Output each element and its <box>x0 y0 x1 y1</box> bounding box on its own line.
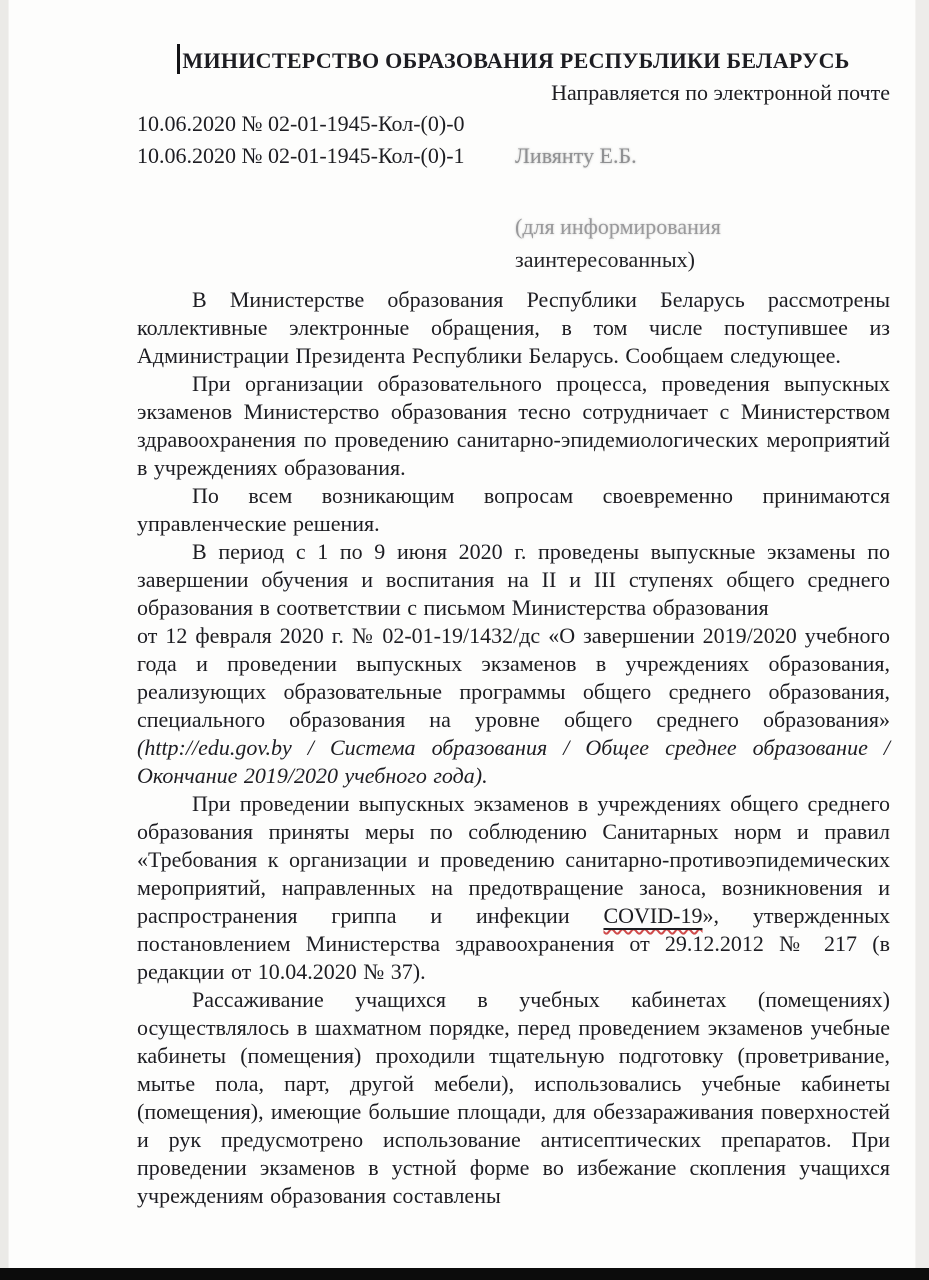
paragraph <box>137 370 890 482</box>
right-page-edge <box>915 0 929 1280</box>
addressee-note <box>515 210 890 276</box>
paragraph <box>137 790 890 986</box>
addressee-note-line-1: (для информирования <box>515 214 721 239</box>
text-segment: По всем возникающим вопросам своевременно принимаются управленческие решения. <box>137 483 890 536</box>
text-cursor <box>177 44 180 74</box>
text-segment: от 12 февраля 2020 г. № 02-01-19/1432/дс «О завершении 2019/2020 учебного года и проведении выпускных экзаменов в учреждениях образования, реализующих образовательные программы общего среднего образования, специального образования на уровне общего среднего образования» <box>137 623 890 732</box>
document-body <box>137 286 890 1210</box>
covid-19-term <box>603 903 702 928</box>
left-page-edge <box>0 0 9 1280</box>
paragraph <box>137 986 890 1210</box>
document-title-row <box>137 44 890 74</box>
reference-line-1: 10.06.2020 № 02-01-1945-Кол-(0)-0 <box>137 111 465 136</box>
document-title: МИНИСТЕРСТВО ОБРАЗОВАНИЯ РЕСПУБЛИКИ БЕЛАРУСЬ <box>182 48 850 73</box>
text-segment: В Министерстве образования Республики Беларусь рассмотрены коллективные электронные обращения, в том числе поступившее из Администрации Президента Республики Беларусь. Сообщаем следующее. <box>137 287 890 368</box>
bottom-black-bar <box>0 1268 929 1280</box>
text-segment: », утвержденных постановлением Министерства здравоохранения от 29.12.2012 № 217 (в редакции от 10.04.2020 № 37). <box>137 903 890 984</box>
italic-text-segment: (http://edu.gov.by / Система образования / Общее среднее образование / Окончание 2019/2020 учебного года). <box>137 735 890 788</box>
paragraph <box>137 286 890 370</box>
reference-line-2: 10.06.2020 № 02-01-1945-Кол-(0)-1 <box>137 143 465 168</box>
document-page[interactable] <box>137 0 890 1210</box>
paragraph <box>137 538 890 622</box>
text-segment: При проведении выпускных экзаменов в учреждениях общего среднего образования приняты меры по соблюдению Санитарных норм и правил «Требования к организации и проведению санитарно-противоэпидемических мероприятий, направленных на предотвращение заноса, возникновения и распространения гриппа и инфекции <box>137 791 890 928</box>
covid-19-term-text: COVID-19 <box>603 903 703 928</box>
paragraph <box>137 622 890 790</box>
delivery-note: Направляется по электронной почте <box>551 80 890 105</box>
addressee-note-line-2: заинтересованных) <box>515 247 695 272</box>
addressee-name: Ливянту Е.Б. <box>515 143 637 168</box>
text-segment: При организации образовательного процесса, проведения выпускных экзаменов Министерство образования тесно сотрудничает с Министерством здравоохранения по проведению санитарно-эпидемиологических мероприятий в учреждениях образования. <box>137 371 890 480</box>
reference-line-2-row <box>137 140 890 172</box>
text-segment: В период с 1 по 9 июня 2020 г. проведены выпускные экзамены по завершении обучения и воспитания на II и III ступенях общего среднего образования в соответствии с письмом Министерства образования <box>137 539 890 620</box>
text-segment: Рассаживание учащихся в учебных кабинетах (помещениях) осуществлялось в шахматном порядке, перед проведением экзаменов учебные кабинеты (помещения) проходили тщательную подготовку (проветривание, мытье пола, парт, другой мебели), использовались учебные кабинеты (помещения), имеющие большие площади, для обеззараживания поверхностей и рук предусмотрено использование антисептических препаратов. При проведении экзаменов в устной форме во избежание скопления учащихся учреждениям образования составлены <box>137 987 890 1208</box>
paragraph <box>137 482 890 538</box>
